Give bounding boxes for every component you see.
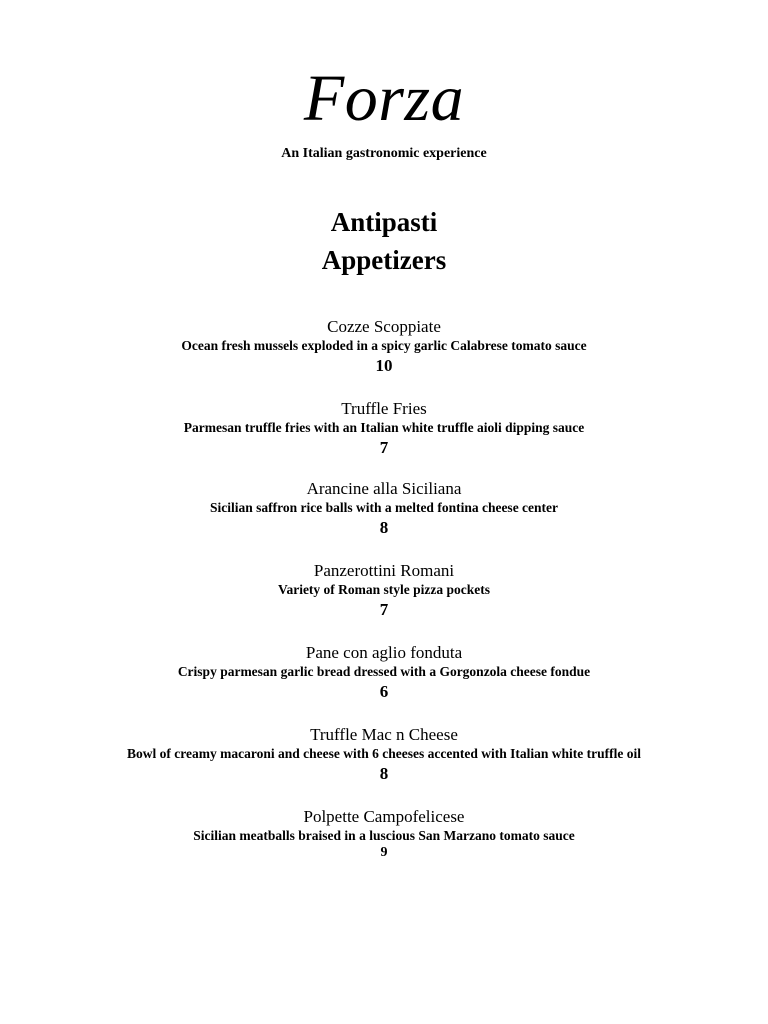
restaurant-name: Forza: [303, 62, 465, 135]
menu-item-price: 8: [379, 764, 389, 783]
menu-item-price: 6: [379, 682, 389, 701]
menu-item-price: 7: [379, 438, 389, 457]
menu-item-price: 10: [375, 356, 393, 375]
menu-item-name: Pane con aglio fonduta: [305, 643, 463, 662]
menu-item-description: Ocean fresh mussels exploded in a spicy garlic Calabrese tomato sauce: [181, 338, 587, 353]
menu-item-name: Polpette Campofelicese: [303, 807, 465, 826]
section-title-english: Appetizers: [321, 245, 447, 275]
menu-item: [0, 399, 768, 458]
menu-item-name: Arancine alla Siciliana: [306, 479, 462, 498]
menu-item-description: Crispy parmesan garlic bread dressed with a Gorgonzola cheese fondue: [177, 664, 591, 679]
menu-item: [0, 561, 768, 620]
menu-item-price: 9: [380, 845, 388, 860]
menu-item-description: Parmesan truffle fries with an Italian white truffle aioli dipping sauce: [183, 420, 585, 435]
menu-item-description: Variety of Roman style pizza pockets: [277, 582, 491, 597]
menu-item-price: 8: [379, 518, 389, 537]
menu-item-description: Sicilian meatballs braised in a luscious San Marzano tomato sauce: [193, 828, 575, 843]
menu-item-name: Truffle Mac n Cheese: [310, 725, 458, 744]
menu-item: [0, 725, 768, 784]
menu-item-description: Bowl of creamy macaroni and cheese with 6 cheeses accented with Italian white truffle oil: [127, 746, 641, 761]
menu-item: [0, 479, 768, 538]
menu-item-name: Cozze Scoppiate: [327, 317, 441, 336]
menu-item-name: Truffle Fries: [341, 399, 427, 418]
menu-item: [0, 807, 768, 861]
menu-item: [0, 643, 768, 702]
menu-item-name: Panzerottini Romani: [313, 561, 455, 580]
restaurant-tagline: An Italian gastronomic experience: [281, 146, 487, 161]
menu-item-price: 7: [379, 600, 389, 619]
menu-item-description: Sicilian saffron rice balls with a melted fontina cheese center: [209, 500, 559, 515]
menu-item: [0, 317, 768, 376]
section-title-italian: Antipasti: [330, 207, 438, 237]
